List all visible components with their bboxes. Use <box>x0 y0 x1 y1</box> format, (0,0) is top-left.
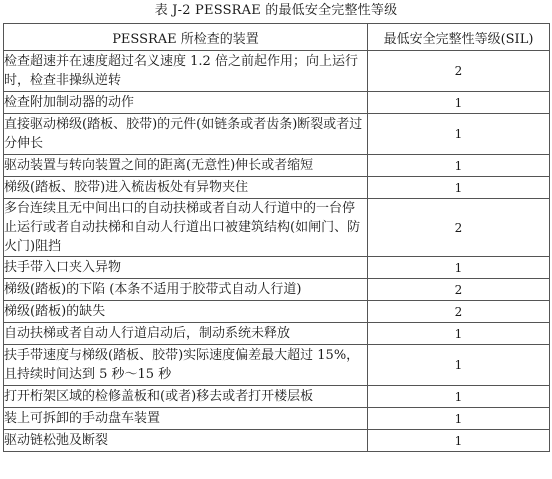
row-fault: 检查附加制动器的动作 <box>4 92 368 114</box>
table-row <box>4 257 550 279</box>
table-row <box>4 279 550 301</box>
table-row <box>4 408 550 430</box>
table-caption: 表 J-2 PESSRAE 的最低安全完整性等级 <box>154 3 398 18</box>
row-sil: 2 <box>368 279 550 301</box>
table-row <box>4 199 550 257</box>
header-device: PESSRAE 所检查的装置 <box>4 24 368 51</box>
row-sil: 1 <box>368 386 550 408</box>
row-fault: 梯级(踏板)的缺失 <box>4 301 368 323</box>
table-row <box>4 345 550 386</box>
row-sil: 1 <box>368 257 550 279</box>
row-sil: 1 <box>368 345 550 386</box>
row-sil: 2 <box>368 199 550 257</box>
table-row <box>4 155 550 177</box>
row-fault: 扶手带速度与梯级(踏板、胶带)实际速度偏差最大超过 15%，且持续时间达到 5 秒～15 秒 <box>4 345 368 386</box>
sil-table <box>3 23 550 452</box>
row-sil: 1 <box>368 155 550 177</box>
row-sil: 1 <box>368 114 550 155</box>
table-row <box>4 114 550 155</box>
table-header-row <box>4 24 550 51</box>
row-sil: 1 <box>368 408 550 430</box>
table-row <box>4 301 550 323</box>
table-row <box>4 430 550 452</box>
row-sil: 2 <box>368 51 550 92</box>
row-fault: 自动扶梯或者自动人行道启动后，制动系统未释放 <box>4 323 368 345</box>
row-fault: 多台连续且无中间出口的自动扶梯或者自动人行道中的一台停止运行或者自动扶梯和自动人行道出口被建筑结构(如闸门、防火门)阻挡 <box>4 199 368 257</box>
row-fault: 驱动装置与转向装置之间的距离(无意性)伸长或者缩短 <box>4 155 368 177</box>
row-sil: 1 <box>368 92 550 114</box>
row-fault: 扶手带入口夹入异物 <box>4 257 368 279</box>
row-sil: 1 <box>368 323 550 345</box>
row-sil: 1 <box>368 177 550 199</box>
row-fault: 检查超速并在速度超过名义速度 1.2 倍之前起作用；向上运行时，检查非操纵逆转 <box>4 51 368 92</box>
table-row <box>4 386 550 408</box>
row-sil: 1 <box>368 430 550 452</box>
row-fault: 驱动链松弛及断裂 <box>4 430 368 452</box>
row-sil: 2 <box>368 301 550 323</box>
table-row <box>4 92 550 114</box>
row-fault: 梯级(踏板、胶带)进入梳齿板处有异物夹住 <box>4 177 368 199</box>
table-row <box>4 177 550 199</box>
row-fault: 梯级(踏板)的下陷 (本条不适用于胶带式自动人行道) <box>4 279 368 301</box>
table-row <box>4 323 550 345</box>
row-fault: 打开桁架区域的检修盖板和(或者)移去或者打开楼层板 <box>4 386 368 408</box>
table-row <box>4 51 550 92</box>
row-fault: 直接驱动梯级(踏板、胶带)的元件(如链条或者齿条)断裂或者过分伸长 <box>4 114 368 155</box>
row-fault: 装上可拆卸的手动盘车装置 <box>4 408 368 430</box>
header-sil: 最低安全完整性等级(SIL) <box>368 24 550 51</box>
